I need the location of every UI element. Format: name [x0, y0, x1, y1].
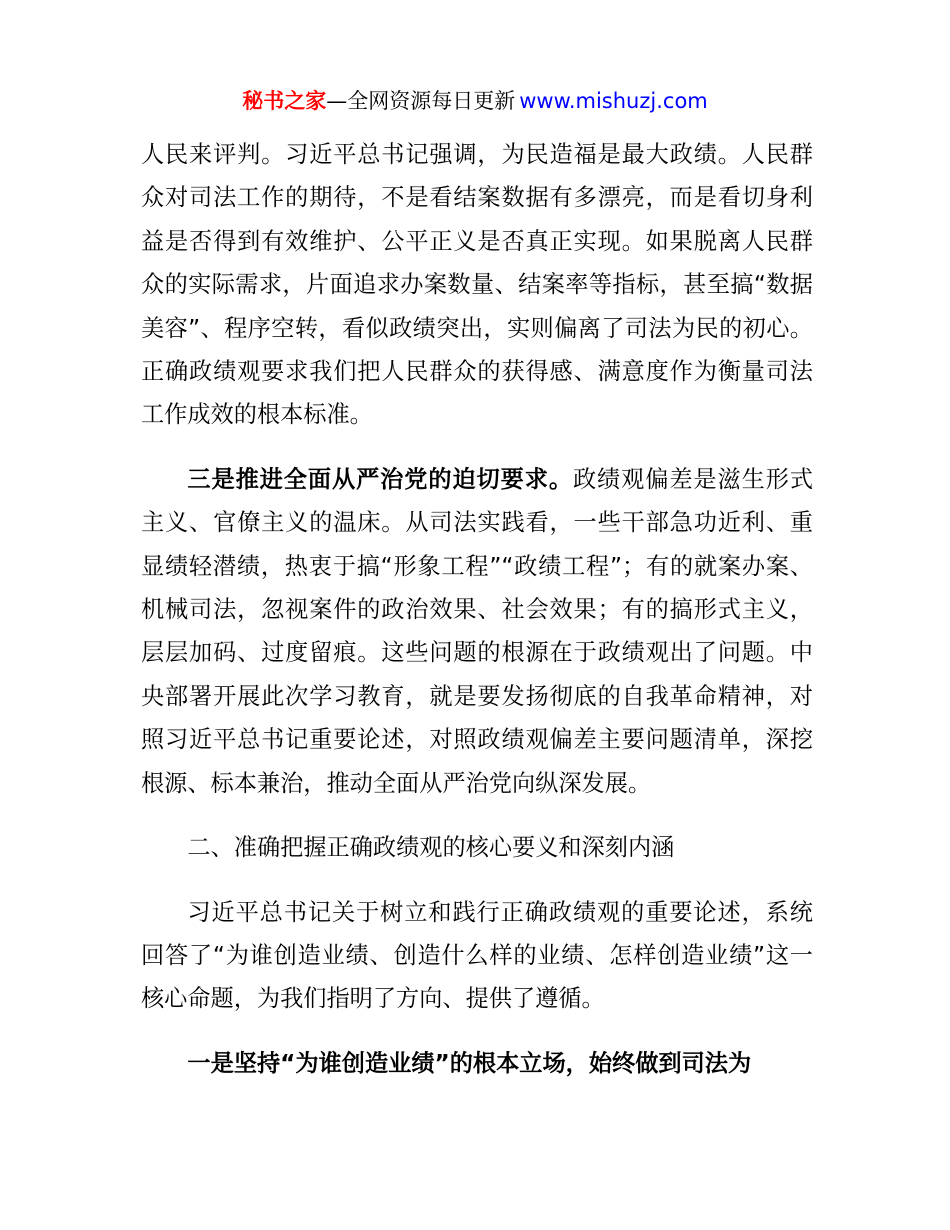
- paragraph-continuation: 人民来评判。习近平总书记强调，为民造福是最大政绩。人民群众对司法工作的期待，不是看结案数据有多漂亮，而是看切身利益是否得到有效维护、公平正义是否真正实现。如果脱离人民群众的实际需求，片面追求办案数量、结案率等指标，甚至搞“数据美容”、程序空转，看似政绩突出，实则偏离了司法为民的初心。正确政绩观要求我们把人民群众的获得感、满意度作为衡量司法工作成效的根本标准。: [141, 141, 813, 429]
- header-tagline: —全网资源每日更新: [326, 89, 516, 113]
- paragraph-lead-bold: 三是推进全面从严治党的迫切要求。: [187, 465, 573, 493]
- section-heading: 二、准确把握正确政绩观的核心要义和深刻内涵: [187, 834, 675, 862]
- paragraph-body: 政绩观偏差是滋生形式主义、官僚主义的温床。从司法实践看，一些干部急功近利、重显绩轻潜绩，热衷于搞“形象工程”“政绩工程”；有的就案办案、机械司法，忽视案件的政治效果、社会效果；有的搞形式主义，层层加码、过度留痕。这些问题的根源在于政绩观出了问题。中央部署开展此次学习教育，就是要发扬彻底的自我革命精神，对照习近平总书记重要论述，对照政绩观偏差主要问题清单，深挖根源、标本兼治，推动全面从严治党向纵深发展。: [141, 465, 814, 797]
- paragraph-lead-bold: 一是坚持“为谁创造业绩”的根本立场，始终做到司法为: [187, 1049, 752, 1077]
- site-url-link[interactable]: www.mishuzj.com: [519, 89, 708, 113]
- brand-name: 秘书之家: [242, 89, 327, 113]
- page-header: [0, 86, 950, 116]
- paragraph-point-one: [141, 1042, 813, 1085]
- paragraph-intro: 习近平总书记关于树立和践行正确政绩观的重要论述，系统回答了“为谁创造业绩、创造什么样的业绩、怎样创造业绩”这一核心命题，为我们指明了方向、提供了遵循。: [141, 898, 813, 1013]
- document-body: [141, 133, 813, 1085]
- paragraph-point-three: [141, 458, 813, 805]
